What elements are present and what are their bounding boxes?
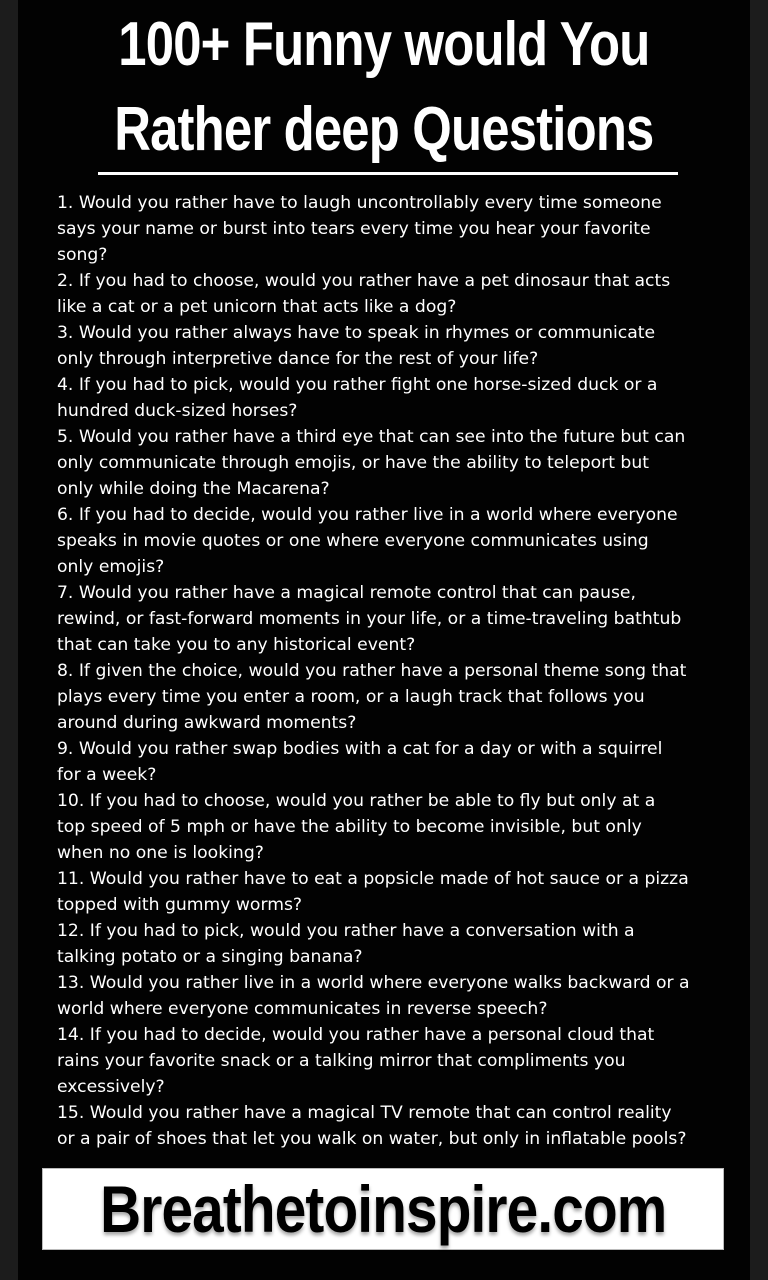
question-line: world where everyone communicates in reverse speech?: [57, 999, 548, 1019]
question-item: [57, 866, 747, 918]
question-item: [57, 658, 747, 736]
question-line: only through interpretive dance for the rest of your life?: [57, 349, 539, 369]
question-line: only emojis?: [57, 557, 165, 577]
question-line: 5. Would you rather have a third eye that can see into the future but can: [57, 427, 686, 447]
question-line: 2. If you had to choose, would you rather have a pet dinosaur that acts: [57, 271, 671, 291]
question-line: or a pair of shoes that let you walk on water, but only in inflatable pools?: [57, 1129, 687, 1149]
question-line: hundred duck-sized horses?: [57, 401, 298, 421]
question-item: [57, 320, 747, 372]
question-item: [57, 970, 747, 1022]
question-line: plays every time you enter a room, or a laugh track that follows you: [57, 687, 645, 707]
question-line: 7. Would you rather have a magical remote control that can pause,: [57, 583, 636, 603]
question-line: when no one is looking?: [57, 843, 264, 863]
question-line: top speed of 5 mph or have the ability to become invisible, but only: [57, 817, 642, 837]
question-line: 10. If you had to choose, would you rather be able to fly but only at a: [57, 791, 656, 811]
question-line: speaks in movie quotes or one where everyone communicates using: [57, 531, 649, 551]
question-line: only while doing the Macarena?: [57, 479, 330, 499]
question-item: [57, 918, 747, 970]
question-line: around during awkward moments?: [57, 713, 357, 733]
title-text-1: 100+ Funny would You: [118, 10, 650, 79]
question-line: 8. If given the choice, would you rather have a personal theme song that: [57, 661, 687, 681]
title-text-2: Rather deep Questions: [114, 95, 654, 164]
question-line: for a week?: [57, 765, 157, 785]
question-line: 1. Would you rather have to laugh uncontrollably every time someone: [57, 193, 662, 213]
question-line: rewind, or fast-forward moments in your life, or a time-traveling bathtub: [57, 609, 682, 629]
question-line: 6. If you had to decide, would you rather live in a world where everyone: [57, 505, 678, 525]
title-underline: [98, 172, 678, 175]
question-line: 15. Would you rather have a magical TV remote that can control reality: [57, 1103, 672, 1123]
question-item: [57, 1100, 747, 1152]
question-item: [57, 502, 747, 580]
page-title-line-2: [0, 95, 768, 165]
question-line: like a cat or a pet unicorn that acts like a dog?: [57, 297, 457, 317]
question-line: 9. Would you rather swap bodies with a cat for a day or with a squirrel: [57, 739, 663, 759]
website-banner: [42, 1168, 724, 1250]
question-line: excessively?: [57, 1077, 165, 1097]
question-item: [57, 190, 747, 268]
question-item: [57, 788, 747, 866]
question-line: 11. Would you rather have to eat a popsicle made of hot sauce or a pizza: [57, 869, 689, 889]
question-item: [57, 1022, 747, 1100]
page-title-line-1: [0, 10, 768, 80]
question-line: 3. Would you rather always have to speak in rhymes or communicate: [57, 323, 656, 343]
question-list: [57, 190, 747, 1152]
question-line: says your name or burst into tears every time you hear your favorite: [57, 219, 651, 239]
question-line: 4. If you had to pick, would you rather fight one horse-sized duck or a: [57, 375, 658, 395]
question-item: [57, 268, 747, 320]
question-line: only communicate through emojis, or have the ability to teleport but: [57, 453, 649, 473]
question-item: [57, 372, 747, 424]
question-line: rains your favorite snack or a talking mirror that compliments you: [57, 1051, 626, 1071]
website-name: Breathetoinspire.com: [99, 1172, 667, 1246]
question-line: topped with gummy worms?: [57, 895, 303, 915]
question-line: 13. Would you rather live in a world where everyone walks backward or a: [57, 973, 690, 993]
question-line: talking potato or a singing banana?: [57, 947, 363, 967]
question-line: song?: [57, 245, 108, 265]
question-line: 14. If you had to decide, would you rather have a personal cloud that: [57, 1025, 655, 1045]
question-item: [57, 736, 747, 788]
question-line: that can take you to any historical event?: [57, 635, 416, 655]
question-item: [57, 424, 747, 502]
question-item: [57, 580, 747, 658]
question-line: 12. If you had to pick, would you rather have a conversation with a: [57, 921, 635, 941]
